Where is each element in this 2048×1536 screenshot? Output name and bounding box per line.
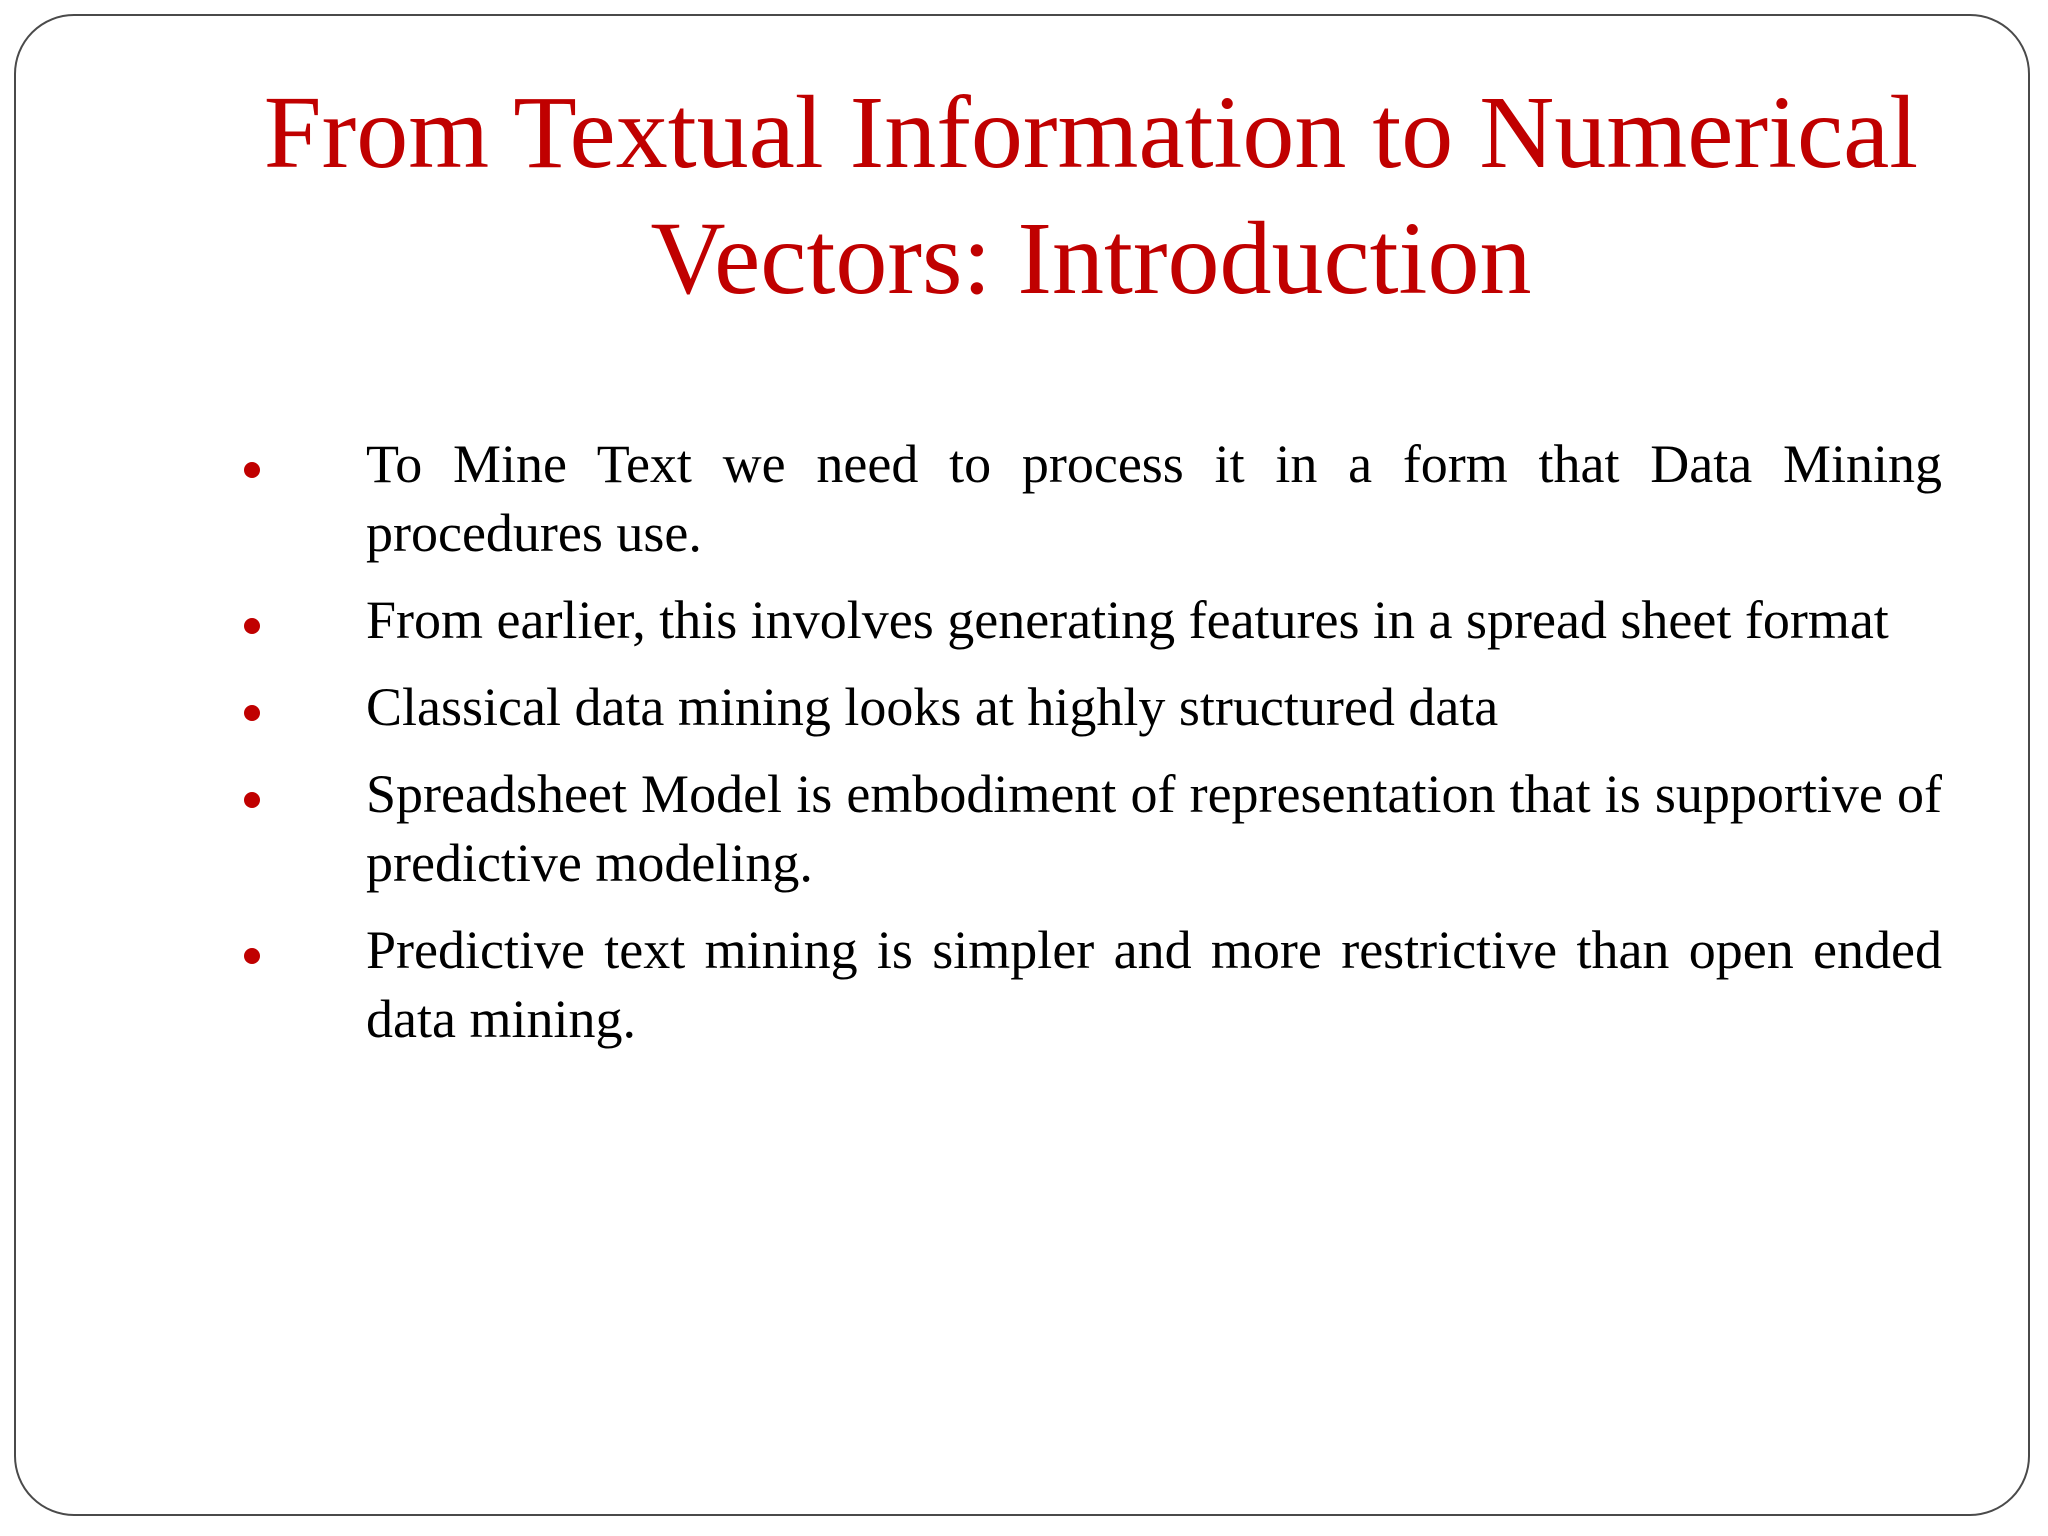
bullet-text: Predictive text mining is simpler and more restrictive than open ended data mining. bbox=[366, 920, 1942, 1049]
bullet-item bbox=[242, 430, 1942, 568]
bullet-text: Classical data mining looks at highly structured data bbox=[366, 677, 1499, 737]
bullet-item bbox=[242, 673, 1942, 742]
bullet-dot-icon bbox=[244, 948, 260, 964]
bullet-item bbox=[242, 760, 1942, 898]
bullet-text: From earlier, this involves generating features in a spread sheet format bbox=[366, 590, 1889, 650]
bullet-dot-icon bbox=[244, 705, 260, 721]
bullet-text: Spreadsheet Model is embodiment of representation that is supportive of predictive modeling. bbox=[366, 764, 1942, 893]
bullet-item bbox=[242, 586, 1942, 655]
bullet-item bbox=[242, 916, 1942, 1054]
bullet-text: To Mine Text we need to process it in a form that Data Mining procedures use. bbox=[366, 434, 1942, 563]
slide-frame bbox=[14, 14, 2030, 1516]
slide-title: From Textual Information to Numerical Vectors: Introduction bbox=[263, 75, 1919, 316]
bullet-dot-icon bbox=[244, 792, 260, 808]
bullet-dot-icon bbox=[244, 462, 260, 478]
bullet-list bbox=[242, 430, 1942, 1072]
bullet-dot-icon bbox=[244, 618, 260, 634]
